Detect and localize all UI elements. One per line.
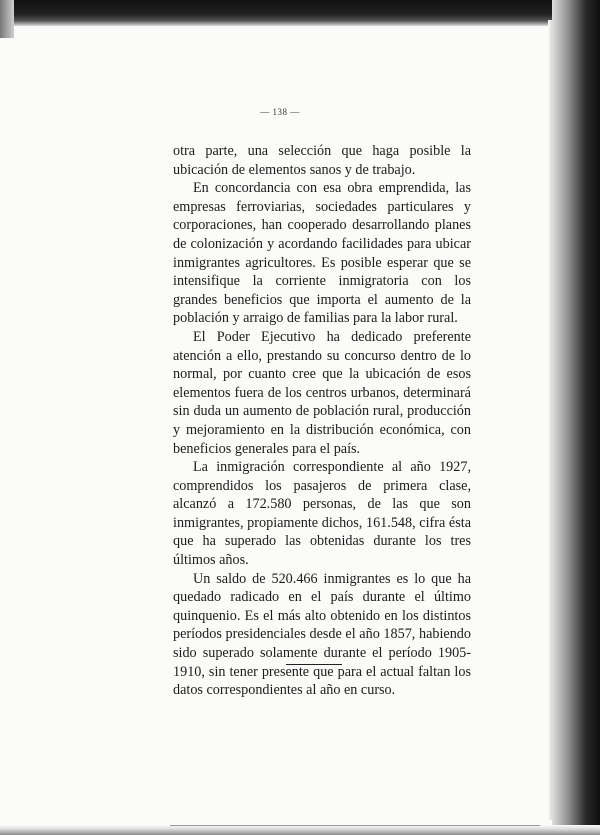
paragraph-executive-power: El Poder Ejecutivo ha dedicado preferente atención a ello, prestando su concurso dentro de lo normal, por cuanto cree que la ubicación de esos elementos fuera de los centros urbanos, determinará sin duda un aumento de población rural, producción y mejoramiento en la distribución económica, con beneficios generales para el país. bbox=[173, 328, 471, 457]
paragraph-immigration-1927: La inmigración correspondiente al año 1927, comprendidos los pasajeros de primera clase, alcanzó a 172.580 personas, de las que son inmigrantes, propiamente dichos, 161.548, cifra ésta que ha superado las obtenidas durante los tres últimos años. bbox=[173, 459, 471, 569]
paragraph-immigrant-balance: Un saldo de 520.466 inmigrantes es lo que ha quedado radicado en el país durante el último quinquenio. Es el más alto obtenido en los distintos períodos presidenciales desde el año 1857, habiendo sido superado solamente durante el período 1905-1910, sin tener presente que para el actual faltan los datos correspondientes al año en curso. bbox=[173, 570, 471, 699]
scan-top-border bbox=[0, 0, 600, 26]
page-number: — 138 — bbox=[260, 107, 300, 117]
scan-bottom-rule bbox=[170, 825, 540, 826]
paragraph-railway-companies: En concordancia con esa obra emprendida, las empresas ferroviarias, sociedades particulares y corporaciones, han cooperado desarrollando planes de colonización y acordando facilidades para ubicar inmigrantes agricultores. Es posible esperar que se intensifique la corriente inmigratoria con los grandes beneficios que importa el aumento de la población y arraigo de familias para la labor rural. bbox=[173, 180, 471, 327]
scan-right-border bbox=[552, 0, 600, 835]
scan-bottom-border bbox=[0, 825, 600, 835]
scan-top-left-corner bbox=[0, 0, 14, 38]
body-text bbox=[173, 142, 471, 700]
paragraph-continuation: otra parte, una selección que haga posible la ubicación de elementos sanos y de trabajo. bbox=[173, 143, 471, 178]
section-end-rule bbox=[286, 664, 342, 665]
